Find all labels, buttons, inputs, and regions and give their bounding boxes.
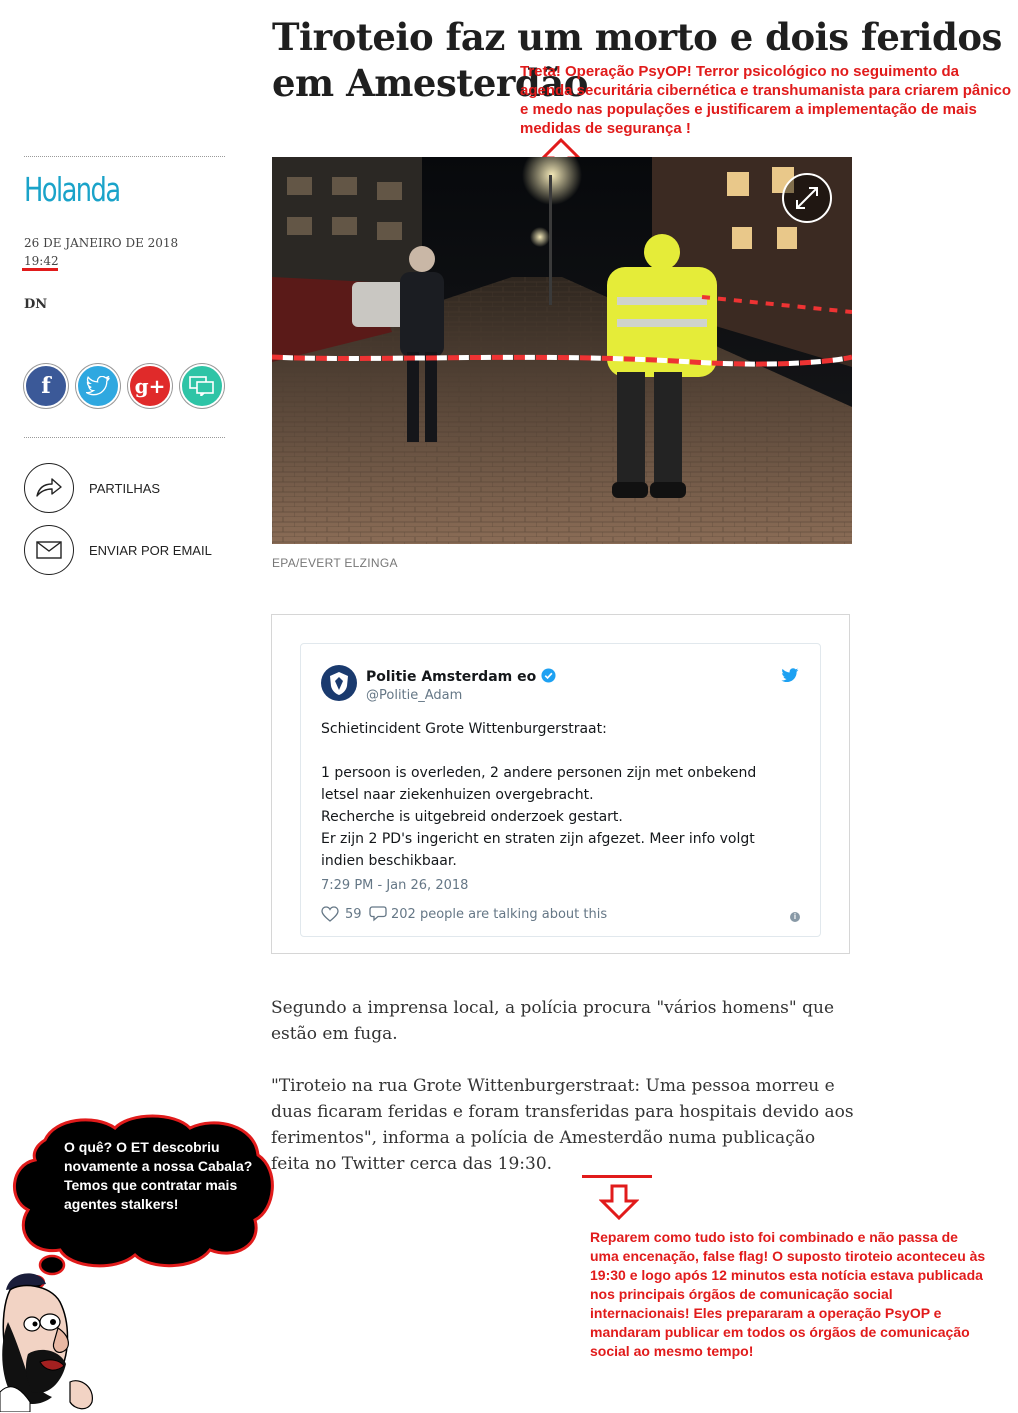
tweet-line-1: Schietincident Grote Wittenburgerstraat: <box>321 721 607 737</box>
heart-icon <box>321 906 339 922</box>
comments-button[interactable] <box>180 364 224 408</box>
caricature-figure <box>0 1262 110 1412</box>
envelope-icon <box>36 541 62 559</box>
share-count-button[interactable] <box>24 463 74 513</box>
expand-icon <box>794 185 820 211</box>
email-button[interactable] <box>24 525 74 575</box>
shares-label[interactable]: PARTILHAS <box>89 481 161 496</box>
time-underline <box>582 1175 652 1178</box>
tweet-line-3: Recherche is uitgebreid onderzoek gestart. <box>321 809 623 825</box>
googleplus-icon: g+ <box>134 374 166 398</box>
avatar[interactable] <box>321 665 357 701</box>
publish-date: 26 DE JANEIRO DE 2018 <box>24 236 179 250</box>
tweet-account-name[interactable] <box>366 668 556 685</box>
speech-bubble-icon <box>369 906 387 922</box>
tweet-like-button[interactable] <box>321 906 362 922</box>
paragraph-2-text: "Tiroteio na rua Grote Wittenburgerstraat: Uma pessoa morreu e duas ficaram feridas e foram transferidas para hospitais devido aos ferimentos", informa a polícia de Amesterdão numa publicação feita no Twitter cerca das <box>271 1076 854 1174</box>
share-arrow-icon <box>35 478 63 498</box>
talking-count: 202 people are talking about this <box>391 906 608 922</box>
paragraph-2 <box>271 1073 856 1177</box>
article-photo[interactable] <box>272 157 852 544</box>
email-label[interactable]: ENVIAR POR EMAIL <box>89 543 212 558</box>
arrow-down-icon <box>599 1184 639 1220</box>
publish-time: 19:42 <box>24 254 59 268</box>
paragraph-1: Segundo a imprensa local, a polícia procura "vários homens" que estão em fuga. <box>271 998 835 1044</box>
googleplus-share-button[interactable] <box>128 364 172 408</box>
tweet-line-2: 1 persoon is overleden, 2 andere personen zijn met onbekend letsel naar ziekenhuizen overgebracht. <box>321 765 757 803</box>
annotation-top: Treta! Operação PsyOP! Terror psicológico no seguimento da agenda securitária cibernética e transhumanista para criarem pânico e medo nas populações e justificarem a implementação de mais medidas de segurança ! <box>520 63 1012 137</box>
account-name-text: Politie Amsterdam eo <box>366 669 537 685</box>
photo-credit: EPA/EVERT ELZINGA <box>272 556 398 570</box>
tweet-card[interactable] <box>300 643 821 937</box>
tweet-line-4: Er zijn 2 PD's ingericht en straten zijn afgezet. Meer info volgt indien beschikbaar. <box>321 831 755 869</box>
expand-photo-button[interactable] <box>782 173 832 223</box>
comments-icon <box>189 376 215 396</box>
verified-badge-icon <box>541 668 556 683</box>
tweet-handle[interactable]: @Politie_Adam <box>366 688 463 703</box>
author: DN <box>24 297 48 312</box>
night-street-scene <box>272 157 852 544</box>
section-label[interactable]: Holanda <box>24 170 120 209</box>
paragraph-2-end: . <box>546 1154 553 1174</box>
thought-bubble-text: O quê? O ET descobriu novamente a nossa Cabala? Temos que contratar mais agentes stalkers! <box>64 1139 253 1212</box>
twitter-bird-icon <box>86 376 110 396</box>
tweet-reply-button[interactable] <box>369 906 607 922</box>
twitter-share-button[interactable] <box>76 364 120 408</box>
annotation-bottom: Reparem como tudo isto foi combinado e não passa de uma encenação, false flag! O suposto tiroteio aconteceu às 19:30 e logo após 12 minutos esta notícia estava publicada nos principais órgãos de comunicação social internacionais! Eles prepararam a operação PsyOP e mandaram publicar em todos os órgãos de comunicação social ao mesmo tempo! <box>590 1229 986 1359</box>
divider <box>24 156 225 157</box>
divider <box>24 437 225 438</box>
info-icon[interactable]: i <box>790 912 800 922</box>
twitter-logo-icon[interactable] <box>781 668 799 683</box>
facebook-share-button[interactable] <box>24 364 68 408</box>
like-count: 59 <box>345 906 362 922</box>
police-badge-icon <box>321 665 357 701</box>
tweet-timestamp[interactable]: 7:29 PM - Jan 26, 2018 <box>321 878 469 893</box>
article-title: Tiroteio faz um morto e dois feridos em Amesterdão <box>272 15 1002 105</box>
paragraph-2-time: 19:30 <box>497 1154 547 1174</box>
time-underline <box>22 268 58 271</box>
facebook-icon: f <box>41 373 51 399</box>
